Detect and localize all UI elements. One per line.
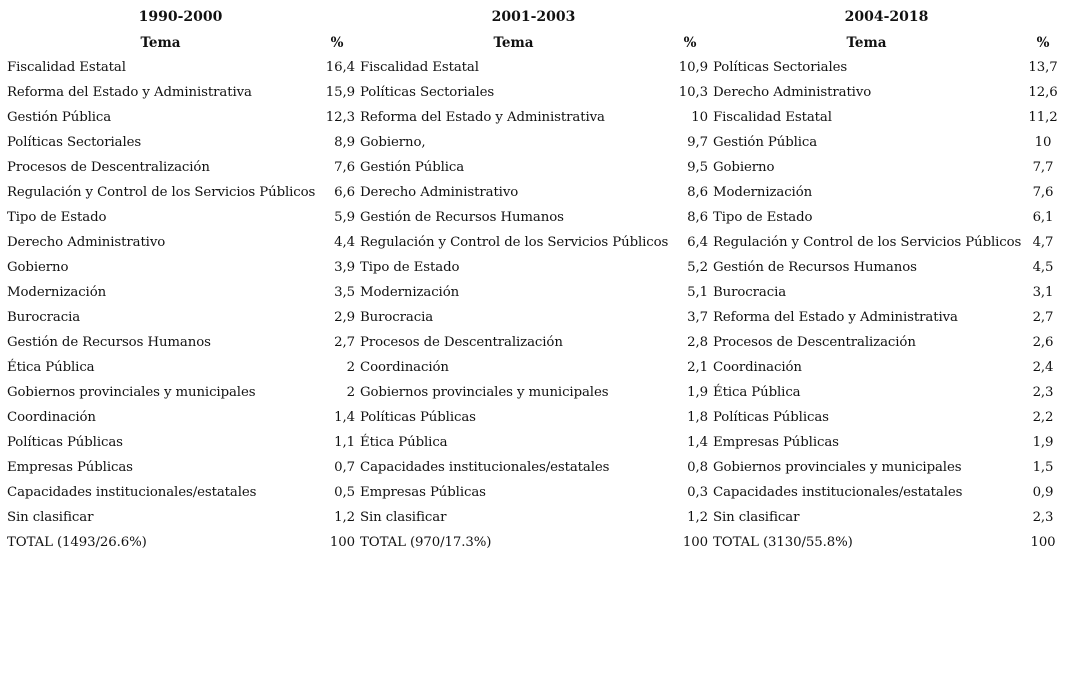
table-row	[4, 180, 357, 205]
pct-cell: 2,4	[1032, 360, 1054, 375]
pct-cell: 0,7	[334, 460, 355, 475]
tema-cell: Modernización	[360, 285, 460, 300]
table-row	[4, 380, 357, 405]
tema-cell: Fiscalidad Estatal	[360, 60, 479, 75]
pct-cell: 1,9	[687, 385, 708, 400]
tema-cell: Gobierno,	[360, 135, 426, 150]
pct-cell: 100	[682, 535, 708, 550]
pct-cell: 2,9	[334, 310, 355, 325]
pct-cell: 0,9	[1032, 485, 1054, 500]
pct-cell: 5,9	[334, 210, 355, 225]
table-row	[4, 355, 357, 380]
table-row	[4, 430, 357, 455]
tema-cell: Gestión Pública	[713, 135, 818, 150]
pct-cell: 10,9	[678, 60, 708, 75]
table-row	[357, 280, 710, 305]
pct-cell: 6,1	[1032, 210, 1054, 225]
period-table	[710, 30, 1063, 555]
tema-cell: Derecho Administrativo	[360, 185, 519, 200]
tema-cell: Gobiernos provinciales y municipales	[360, 385, 609, 400]
table-row	[357, 255, 710, 280]
pct-cell: 4,4	[334, 235, 355, 250]
tema-cell: Políticas Públicas	[7, 435, 123, 450]
pct-cell: 12,3	[325, 110, 355, 125]
tema-cell: Ética Pública	[713, 385, 801, 400]
table-row	[4, 255, 357, 280]
table-row	[710, 455, 1063, 480]
table-row	[710, 330, 1063, 355]
tema-cell: Regulación y Control de los Servicios Públicos	[713, 235, 1022, 250]
table-row	[357, 205, 710, 230]
tema-cell: Regulación y Control de los Servicios Públicos	[360, 235, 669, 250]
total-row	[4, 530, 357, 555]
pct-cell: 2,7	[1032, 310, 1054, 325]
tema-cell: Coordinación	[7, 410, 96, 425]
period-rows	[357, 55, 710, 555]
pct-cell: 3,9	[334, 260, 355, 275]
pct-cell: 8,6	[687, 185, 708, 200]
table-row	[710, 430, 1063, 455]
pct-cell: 2	[346, 360, 355, 375]
tema-cell: Capacidades institucionales/estatales	[713, 485, 963, 500]
pct-cell: 1,5	[1032, 460, 1054, 475]
table-row	[710, 355, 1063, 380]
pct-header: %	[1036, 34, 1050, 51]
pct-cell: 1,4	[687, 435, 708, 450]
tema-header: Tema	[846, 34, 887, 51]
pct-header: %	[683, 34, 697, 51]
table-row	[4, 280, 357, 305]
table-row	[710, 505, 1063, 530]
tema-cell: Procesos de Descentralización	[360, 335, 563, 350]
tema-cell: Sin clasificar	[360, 510, 447, 525]
table-header-row	[4, 30, 357, 55]
tema-cell: Modernización	[7, 285, 107, 300]
tema-cell: Políticas Sectoriales	[360, 85, 495, 100]
tema-cell: TOTAL (3130/55.8%)	[713, 535, 853, 550]
tema-cell: Gestión de Recursos Humanos	[713, 260, 917, 275]
table-row	[357, 355, 710, 380]
pct-cell: 2,1	[687, 360, 708, 375]
table-row	[357, 155, 710, 180]
pct-cell: 1,4	[334, 410, 355, 425]
period-block-2001-2003	[357, 5, 710, 555]
tema-cell: TOTAL (1493/26.6%)	[7, 535, 147, 550]
pct-cell: 7,6	[1032, 185, 1054, 200]
period-table	[357, 30, 710, 555]
tema-cell: Empresas Públicas	[360, 485, 486, 500]
pct-cell: 2,3	[1032, 510, 1054, 525]
pct-cell: 6,6	[334, 185, 355, 200]
tema-cell: Ética Pública	[7, 360, 95, 375]
table-row	[710, 255, 1063, 280]
table-row	[4, 480, 357, 505]
table-row	[357, 55, 710, 80]
tema-cell: Políticas Públicas	[360, 410, 476, 425]
pct-cell: 16,4	[325, 60, 355, 75]
tema-cell: Gestión de Recursos Humanos	[360, 210, 564, 225]
pct-cell: 100	[1030, 535, 1056, 550]
table-row	[4, 80, 357, 105]
table-row	[4, 305, 357, 330]
tema-cell: Gestión Pública	[7, 110, 112, 125]
total-row	[710, 530, 1063, 555]
period-title: 2001-2003	[491, 9, 576, 25]
pct-cell: 12,6	[1028, 85, 1058, 100]
tema-cell: Capacidades institucionales/estatales	[360, 460, 610, 475]
table-header-row	[710, 30, 1063, 55]
tema-cell: Gobiernos provinciales y municipales	[713, 460, 962, 475]
tema-cell: Burocracia	[360, 310, 434, 325]
tema-cell: Gestión de Recursos Humanos	[7, 335, 211, 350]
tema-cell: Reforma del Estado y Administrativa	[713, 310, 958, 325]
pct-cell: 10	[1034, 135, 1052, 150]
tema-cell: Tipo de Estado	[360, 260, 460, 275]
pct-cell: 1,2	[687, 510, 708, 525]
pct-cell: 8,6	[687, 210, 708, 225]
pct-cell: 10	[691, 110, 708, 125]
table-row	[357, 380, 710, 405]
table-row	[4, 55, 357, 80]
table-row	[710, 180, 1063, 205]
table-row	[4, 130, 357, 155]
table-row	[357, 80, 710, 105]
table-row	[4, 230, 357, 255]
period-block-2004-2018	[710, 5, 1063, 555]
tema-cell: Políticas Sectoriales	[7, 135, 142, 150]
pct-cell: 2,6	[1032, 335, 1054, 350]
tema-cell: Coordinación	[360, 360, 449, 375]
tema-cell: Procesos de Descentralización	[7, 160, 210, 175]
pct-cell: 5,1	[687, 285, 708, 300]
tema-cell: Reforma del Estado y Administrativa	[7, 85, 252, 100]
tema-cell: Derecho Administrativo	[713, 85, 872, 100]
table-row	[357, 405, 710, 430]
table-row	[357, 330, 710, 355]
pct-cell: 100	[329, 535, 355, 550]
tema-cell: Burocracia	[7, 310, 81, 325]
tema-cell: Gestión Pública	[360, 160, 465, 175]
tema-cell: Fiscalidad Estatal	[7, 60, 126, 75]
table-row	[710, 155, 1063, 180]
table-row	[357, 305, 710, 330]
table-row	[357, 180, 710, 205]
table-row	[710, 405, 1063, 430]
table-row	[710, 130, 1063, 155]
tema-cell: Capacidades institucionales/estatales	[7, 485, 257, 500]
pct-cell: 7,7	[1032, 160, 1054, 175]
period-rows	[4, 55, 357, 555]
period-title: 1990-2000	[138, 9, 223, 25]
pct-cell: 0,5	[334, 485, 355, 500]
pct-cell: 9,5	[687, 160, 708, 175]
period-rows	[710, 55, 1063, 555]
pct-cell: 5,2	[687, 260, 708, 275]
pct-cell: 1,8	[687, 410, 708, 425]
tema-cell: Gobierno	[713, 160, 775, 175]
pct-cell: 1,9	[1032, 435, 1054, 450]
period-block-1990-2000	[4, 5, 357, 555]
table-row	[710, 80, 1063, 105]
table-row	[710, 205, 1063, 230]
table-row	[4, 505, 357, 530]
table-row	[710, 480, 1063, 505]
pct-cell: 0,8	[687, 460, 708, 475]
tema-cell: Procesos de Descentralización	[713, 335, 916, 350]
table-row	[4, 105, 357, 130]
tema-cell: Regulación y Control de los Servicios Públicos	[7, 185, 316, 200]
tema-cell: TOTAL (970/17.3%)	[360, 535, 492, 550]
pct-cell: 3,7	[687, 310, 708, 325]
pct-cell: 2,7	[334, 335, 355, 350]
pct-cell: 2,8	[687, 335, 708, 350]
tema-header: Tema	[493, 34, 534, 51]
table-row	[4, 405, 357, 430]
table-row	[710, 280, 1063, 305]
table-header-row	[357, 30, 710, 55]
tema-cell: Sin clasificar	[7, 510, 94, 525]
tema-cell: Fiscalidad Estatal	[713, 110, 832, 125]
topics-comparison-table	[4, 5, 1064, 555]
pct-cell: 0,3	[687, 485, 708, 500]
table-row	[357, 105, 710, 130]
table-row	[357, 430, 710, 455]
table-row	[4, 330, 357, 355]
tema-cell: Sin clasificar	[713, 510, 800, 525]
pct-cell: 10,3	[678, 85, 708, 100]
pct-cell: 2,2	[1032, 410, 1054, 425]
table-row	[357, 480, 710, 505]
period-title: 2004-2018	[844, 9, 929, 25]
tema-cell: Empresas Públicas	[7, 460, 133, 475]
table-row	[710, 105, 1063, 130]
pct-cell: 1,1	[334, 435, 355, 450]
pct-cell: 4,7	[1032, 235, 1054, 250]
tema-cell: Políticas Sectoriales	[713, 60, 848, 75]
table-row	[4, 205, 357, 230]
pct-cell: 9,7	[687, 135, 708, 150]
tema-cell: Gobierno	[7, 260, 69, 275]
tema-header: Tema	[140, 34, 181, 51]
table-row	[710, 230, 1063, 255]
table-row	[710, 55, 1063, 80]
period-table	[4, 30, 357, 555]
table-row	[357, 130, 710, 155]
pct-header: %	[330, 34, 344, 51]
tema-cell: Tipo de Estado	[713, 210, 813, 225]
table-row	[357, 230, 710, 255]
tema-cell: Gobiernos provinciales y municipales	[7, 385, 256, 400]
tema-cell: Reforma del Estado y Administrativa	[360, 110, 605, 125]
pct-cell: 11,2	[1028, 110, 1058, 125]
pct-cell: 7,6	[334, 160, 355, 175]
tema-cell: Modernización	[713, 185, 813, 200]
table-row	[4, 155, 357, 180]
pct-cell: 13,7	[1028, 60, 1058, 75]
table-row	[357, 505, 710, 530]
tema-cell: Políticas Públicas	[713, 410, 829, 425]
table-row	[4, 455, 357, 480]
pct-cell: 15,9	[325, 85, 355, 100]
pct-cell: 4,5	[1032, 260, 1054, 275]
table-row	[710, 380, 1063, 405]
tema-cell: Ética Pública	[360, 435, 448, 450]
tema-cell: Coordinación	[713, 360, 802, 375]
table-row	[357, 455, 710, 480]
pct-cell: 6,4	[687, 235, 708, 250]
pct-cell: 2,3	[1032, 385, 1054, 400]
tema-cell: Burocracia	[713, 285, 787, 300]
pct-cell: 2	[346, 385, 355, 400]
pct-cell: 8,9	[334, 135, 355, 150]
tema-cell: Empresas Públicas	[713, 435, 839, 450]
tema-cell: Derecho Administrativo	[7, 235, 166, 250]
pct-cell: 3,1	[1032, 285, 1054, 300]
pct-cell: 1,2	[334, 510, 355, 525]
pct-cell: 3,5	[334, 285, 355, 300]
total-row	[357, 530, 710, 555]
tema-cell: Tipo de Estado	[7, 210, 107, 225]
table-row	[710, 305, 1063, 330]
